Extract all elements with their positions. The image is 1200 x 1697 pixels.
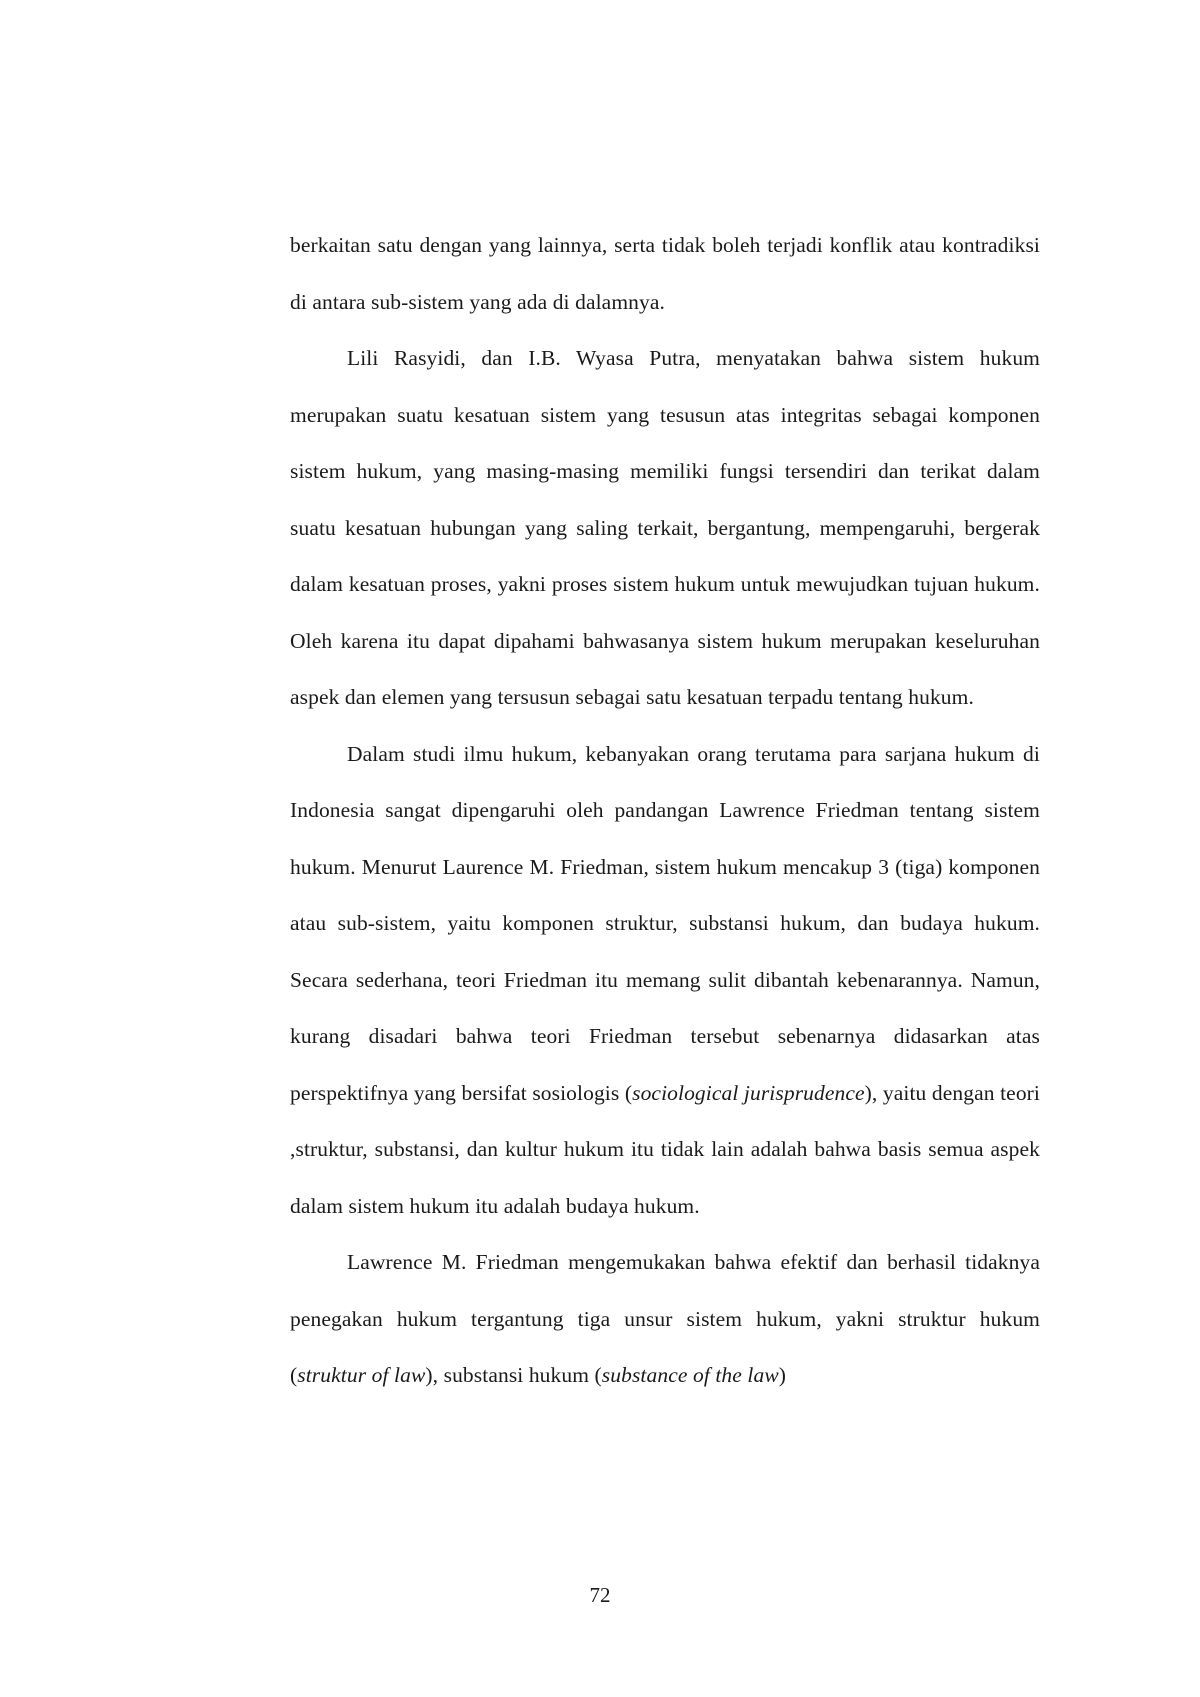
body-text (290, 217, 1040, 1404)
page-number: 72 (589, 1583, 611, 1607)
italic-term: substance of the law (601, 1363, 779, 1387)
text-segment: Lawrence M. Friedman mengemukakan bahwa efektif dan berhasil tidaknya penegakan hukum tergantung tiga unsur sistem hukum, yakni struktur hukum ( (290, 1250, 1040, 1387)
text-segment: Lili Rasyidi, dan I.B. Wyasa Putra, menyatakan bahwa sistem hukum merupakan suatu kesatuan sistem yang tesusun atas integritas sebagai komponen sistem hukum, yang masing-masing memiliki fungsi tersendiri dan terikat dalam suatu kesatuan hubungan yang saling terkait, bergantung, mempengaruhi, bergerak dalam kesatuan proses, yakni proses sistem hukum untuk mewujudkan tujuan hukum. Oleh karena itu dapat dipahami bahwasanya sistem hukum merupakan keseluruhan aspek dan elemen yang tersusun sebagai satu kesatuan terpadu tentang hukum. (290, 346, 1040, 709)
paragraph-friedman-theory (290, 726, 1040, 1235)
italic-term: sociological jurisprudence (632, 1080, 865, 1105)
italic-term: struktur of law (297, 1363, 426, 1387)
paragraph-friedman-elements (290, 1234, 1040, 1404)
text-segment: ), yaitu dengan teori ,struktur, substansi, dan kultur hukum itu tidak lain adalah bahwa basis semua aspek dalam sistem hukum itu adalah budaya hukum. (290, 1080, 1041, 1218)
paragraph-rasyidi-putra (290, 330, 1040, 726)
text-segment: Dalam studi ilmu hukum, kebanyakan orang terutama para sarjana hukum di Indonesia sangat dipengaruhi oleh pandangan Lawrence Friedman tentang sistem hukum. Menurut Laurence M. Friedman, sistem hukum mencakup 3 (tiga) komponen atau sub-sistem, yaitu komponen struktur, substansi hukum, dan budaya hukum. Secara sederhana, teori Friedman itu memang sulit dibantah kebenarannya. Namun, kurang disadari bahwa teori Friedman tersebut sebenarnya didasarkan atas perspektifnya yang bersifat sosiologis ( (290, 741, 1040, 1105)
text-segment: berkaitan satu dengan yang lainnya, serta tidak boleh terjadi konflik atau kontradiksi di antara sub-sistem yang ada di dalamnya. (290, 233, 1040, 314)
text-segment: ), substansi hukum ( (425, 1363, 602, 1387)
paragraph-continuation (290, 217, 1040, 330)
text-segment: ) (778, 1363, 787, 1387)
